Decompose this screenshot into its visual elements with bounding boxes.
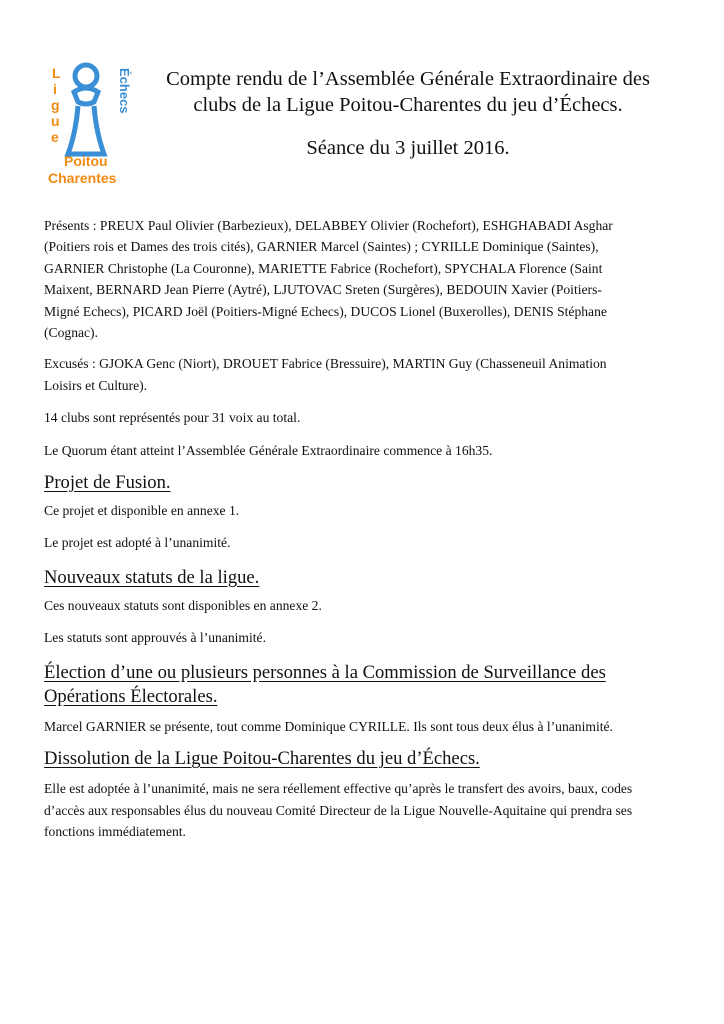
league-logo bbox=[44, 62, 132, 186]
statuts-line-2: Les statuts sont approuvés à l’unanimité. bbox=[44, 630, 266, 646]
session-date: Séance du 3 juillet 2016. bbox=[306, 137, 510, 159]
excused-line: Loisirs et Culture). bbox=[44, 377, 148, 393]
fusion-line-2: Le projet est adopté à l’unanimité. bbox=[44, 535, 231, 551]
present-line: Présents : PREUX Paul Olivier (Barbezieux), DELABBEY Olivier (Rochefort), ESHGHABADI Asghar bbox=[44, 218, 613, 233]
attendance-present bbox=[44, 215, 684, 343]
dissolution-line-1: Elle est adoptée à l’unanimité, mais ne sera réellement effective qu’après le transfert des avoirs, baux, codes bbox=[44, 781, 633, 797]
fusion-line-1: Ce projet et disponible en annexe 1. bbox=[44, 503, 240, 519]
chess-pawn-logo-icon bbox=[44, 62, 132, 186]
dissolution-line-2: d’accès aux responsables élus du nouveau Comité Directeur de la Ligue Nouvelle-Aquitaine qui prendra ses bbox=[44, 802, 633, 818]
svg-text:g: g bbox=[51, 97, 60, 113]
section-heading-dissolution: Dissolution de la Ligue Poitou-Charentes du jeu d’Échecs. bbox=[44, 748, 480, 770]
document-title-line-2: clubs de la Ligue Poitou-Charentes du jeu d’Échecs. bbox=[193, 94, 623, 116]
svg-text:e: e bbox=[51, 129, 59, 145]
quorum-statement: Le Quorum étant atteint l’Assemblée Générale Extraordinaire commence à 16h35. bbox=[44, 442, 493, 458]
svg-text:u: u bbox=[51, 113, 60, 129]
clubs-count: 14 clubs sont représentés pour 31 voix au total. bbox=[44, 410, 301, 426]
svg-text:L: L bbox=[52, 65, 61, 81]
logo-text-charentes: Charentes bbox=[48, 170, 117, 186]
dissolution-line-3: fonctions immédiatement. bbox=[44, 823, 186, 839]
present-line: Migné Echecs), PICARD Joël (Poitiers-Migné Echecs), DUCOS Lionel (Buxerolles), DENIS Stéphane bbox=[44, 303, 607, 319]
present-line: GARNIER Christophe (La Couronne), MARIETTE Fabrice (Rochefort), SPYCHALA Florence (Saint bbox=[44, 260, 603, 276]
document-title-line-1: Compte rendu de l’Assemblée Générale Extraordinaire des bbox=[166, 68, 650, 90]
document-title-block bbox=[148, 66, 668, 161]
section-heading-election-line-1: Élection d’une ou plusieurs personnes à la Commission de Surveillance des bbox=[44, 661, 606, 683]
section-heading-election-line-2: Opérations Électorales. bbox=[44, 685, 218, 707]
svg-text:i: i bbox=[53, 81, 57, 97]
present-line: (Poitiers rois et Dames des trois cités), GARNIER Marcel (Saintes) ; CYRILLE Dominique (Saintes), bbox=[44, 239, 599, 255]
logo-text-poitou: Poitou bbox=[64, 153, 108, 169]
statuts-line-1: Ces nouveaux statuts sont disponibles en annexe 2. bbox=[44, 597, 322, 613]
section-heading-fusion: Projet de Fusion. bbox=[44, 472, 171, 494]
election-line-1: Marcel GARNIER se présente, tout comme Dominique CYRILLE. Ils sont tous deux élus à l’unanimité. bbox=[44, 718, 613, 734]
excused-line: Excusés : GJOKA Genc (Niort), DROUET Fabrice (Bressuire), MARTIN Guy (Chasseneuil Animation bbox=[44, 356, 607, 372]
document-body bbox=[44, 215, 684, 842]
attendance-excused bbox=[44, 353, 684, 396]
present-line: (Cognac). bbox=[44, 325, 98, 341]
present-line: Maixent, BERNARD Jean Pierre (Aytré), LJUTOVAC Sreten (Surgères), BEDOUIN Xavier (Poitiers- bbox=[44, 282, 602, 298]
logo-text-echecs: Échecs bbox=[117, 68, 132, 114]
section-heading-statuts: Nouveaux statuts de la ligue. bbox=[44, 566, 260, 588]
